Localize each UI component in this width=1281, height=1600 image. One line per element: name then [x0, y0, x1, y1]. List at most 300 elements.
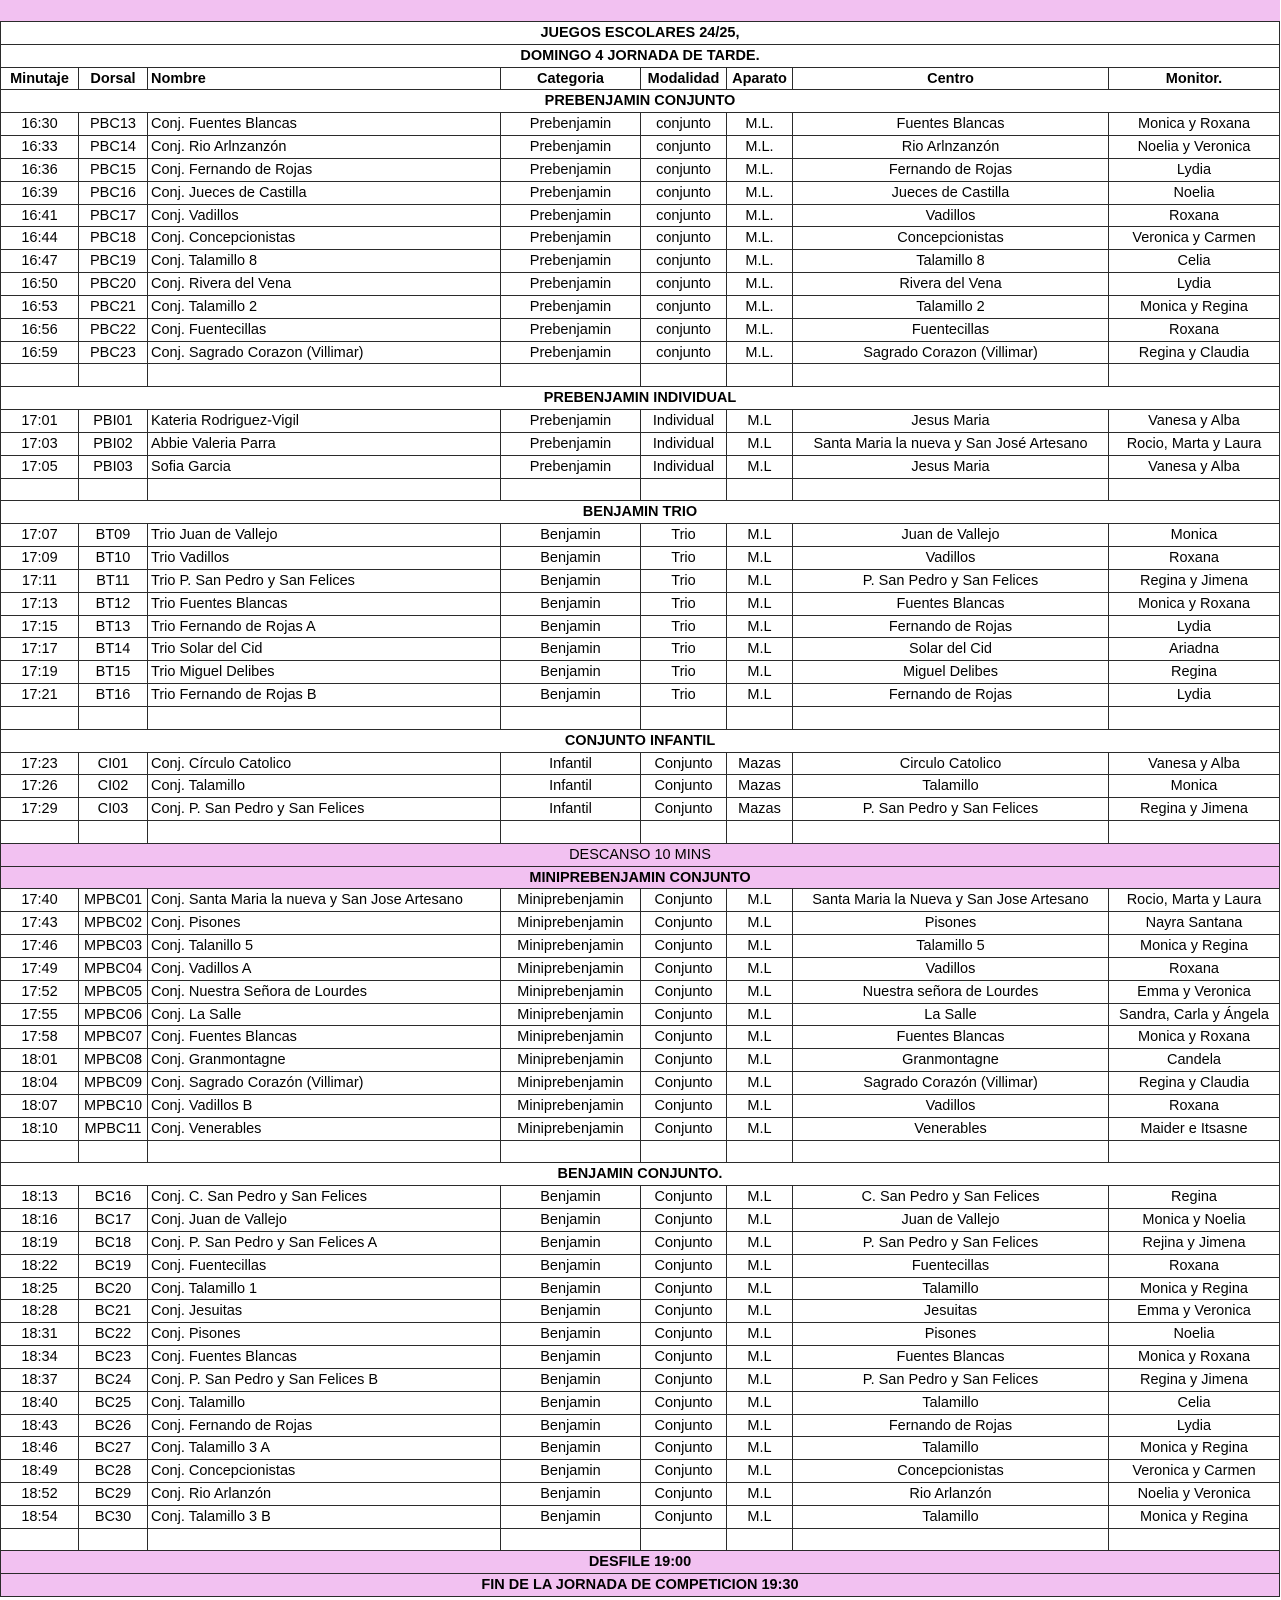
- table-row: [0, 1095, 1280, 1118]
- cell-categoria: Benjamin: [501, 1209, 641, 1231]
- cell-dorsal: BC17: [79, 1209, 148, 1231]
- cell-nombre: Conj. Vadillos: [148, 205, 501, 227]
- cell-centro: Jesuitas: [793, 1300, 1109, 1322]
- cell-modalidad: Conjunto: [641, 1369, 727, 1391]
- cell-minutaje: 16:36: [0, 159, 79, 181]
- cell-modalidad: Trio: [641, 661, 727, 683]
- banner-label: DESCANSO 10 MINS: [0, 844, 1280, 866]
- cell-minutaje: 16:50: [0, 273, 79, 295]
- cell-nombre: Sofia Garcia: [148, 456, 501, 478]
- cell-aparato: M.L: [727, 570, 793, 592]
- cell-monitor: Monica y Regina: [1109, 935, 1280, 957]
- cell-minutaje: [0, 707, 79, 729]
- cell-monitor: Noelia y Veronica: [1109, 136, 1280, 158]
- cell-aparato: M.L: [727, 1460, 793, 1482]
- cell-aparato: M.L: [727, 1369, 793, 1391]
- cell-dorsal: MPBC07: [79, 1026, 148, 1048]
- cell-monitor: [1109, 707, 1280, 729]
- table-row: [0, 433, 1280, 456]
- table-row: [0, 1483, 1280, 1506]
- cell-modalidad: conjunto: [641, 227, 727, 249]
- cell-monitor: Vanesa y Alba: [1109, 456, 1280, 478]
- cell-nombre: Kateria Rodriguez-Vigil: [148, 410, 501, 432]
- cell-modalidad: [641, 707, 727, 729]
- cell-centro: Rio Arlanzón: [793, 1483, 1109, 1505]
- table-row: [0, 661, 1280, 684]
- cell-dorsal: BC16: [79, 1186, 148, 1208]
- cell-monitor: Maider e Itsasne: [1109, 1118, 1280, 1140]
- table-row: [0, 342, 1280, 365]
- section-title: BENJAMIN TRIO: [0, 501, 1280, 523]
- cell-monitor: Monica y Regina: [1109, 296, 1280, 318]
- cell-nombre: Conj. Pisones: [148, 1323, 501, 1345]
- cell-modalidad: Conjunto: [641, 958, 727, 980]
- cell-aparato: M.L: [727, 433, 793, 455]
- cell-aparato: M.L: [727, 456, 793, 478]
- cell-monitor: [1109, 1141, 1280, 1163]
- cell-aparato: M.L: [727, 1026, 793, 1048]
- cell-modalidad: Conjunto: [641, 912, 727, 934]
- cell-dorsal: PBC22: [79, 319, 148, 341]
- cell-aparato: M.L: [727, 1209, 793, 1231]
- cell-categoria: [501, 821, 641, 843]
- cell-minutaje: 17:09: [0, 547, 79, 569]
- cell-minutaje: 18:01: [0, 1049, 79, 1071]
- banner-label: FIN DE LA JORNADA DE COMPETICION 19:30: [0, 1574, 1280, 1596]
- cell-dorsal: BC19: [79, 1255, 148, 1277]
- cell-minutaje: 17:26: [0, 775, 79, 797]
- section-header-row: [0, 1163, 1280, 1186]
- cell-monitor: Regina y Jimena: [1109, 798, 1280, 820]
- cell-modalidad: Conjunto: [641, 1232, 727, 1254]
- cell-centro: Granmontagne: [793, 1049, 1109, 1071]
- cell-aparato: M.L: [727, 912, 793, 934]
- cell-monitor: Monica y Roxana: [1109, 1346, 1280, 1368]
- table-row: [0, 1437, 1280, 1460]
- cell-monitor: Monica y Regina: [1109, 1506, 1280, 1528]
- cell-categoria: Miniprebenjamin: [501, 1072, 641, 1094]
- cell-centro: Fuentes Blancas: [793, 593, 1109, 615]
- header-aparato: Aparato: [727, 68, 793, 90]
- table-row: [0, 638, 1280, 661]
- cell-minutaje: 18:46: [0, 1437, 79, 1459]
- cell-monitor: Rocio, Marta y Laura: [1109, 433, 1280, 455]
- table-row: [0, 935, 1280, 958]
- cell-categoria: Benjamin: [501, 1415, 641, 1437]
- cell-centro: Vadillos: [793, 205, 1109, 227]
- cell-monitor: Sandra, Carla y Ángela: [1109, 1004, 1280, 1026]
- cell-nombre: Conj. Juan de Vallejo: [148, 1209, 501, 1231]
- cell-modalidad: Trio: [641, 616, 727, 638]
- cell-minutaje: 17:49: [0, 958, 79, 980]
- table-row: [0, 1004, 1280, 1027]
- table-row: [0, 113, 1280, 136]
- cell-modalidad: conjunto: [641, 159, 727, 181]
- cell-minutaje: 17:05: [0, 456, 79, 478]
- table-row: [0, 1506, 1280, 1529]
- cell-aparato: M.L: [727, 524, 793, 546]
- cell-minutaje: 18:16: [0, 1209, 79, 1231]
- cell-modalidad: Conjunto: [641, 889, 727, 911]
- cell-centro: Circulo Catolico: [793, 753, 1109, 775]
- cell-minutaje: 18:49: [0, 1460, 79, 1482]
- cell-minutaje: 17:46: [0, 935, 79, 957]
- cell-nombre: Conj. Talamillo: [148, 775, 501, 797]
- cell-modalidad: Conjunto: [641, 1186, 727, 1208]
- cell-centro: Jesus Maria: [793, 456, 1109, 478]
- cell-minutaje: 17:29: [0, 798, 79, 820]
- cell-minutaje: [0, 1141, 79, 1163]
- cell-categoria: [501, 1141, 641, 1163]
- cell-modalidad: conjunto: [641, 296, 727, 318]
- cell-categoria: Miniprebenjamin: [501, 935, 641, 957]
- cell-monitor: Roxana: [1109, 1255, 1280, 1277]
- cell-centro: Fernando de Rojas: [793, 684, 1109, 706]
- cell-minutaje: 17:19: [0, 661, 79, 683]
- cell-centro: Concepcionistas: [793, 227, 1109, 249]
- cell-modalidad: Individual: [641, 456, 727, 478]
- cell-minutaje: 18:54: [0, 1506, 79, 1528]
- cell-dorsal: [79, 1141, 148, 1163]
- cell-centro: Miguel Delibes: [793, 661, 1109, 683]
- cell-categoria: Prebenjamin: [501, 159, 641, 181]
- cell-nombre: Conj. P. San Pedro y San Felices: [148, 798, 501, 820]
- cell-monitor: Vanesa y Alba: [1109, 753, 1280, 775]
- cell-modalidad: conjunto: [641, 136, 727, 158]
- cell-aparato: M.L: [727, 1255, 793, 1277]
- cell-modalidad: [641, 1529, 727, 1551]
- table-row: [0, 775, 1280, 798]
- table-row: [0, 227, 1280, 250]
- cell-centro: Talamillo: [793, 1392, 1109, 1414]
- cell-minutaje: 18:04: [0, 1072, 79, 1094]
- table-row: [0, 1209, 1280, 1232]
- cell-centro: Talamillo: [793, 1506, 1109, 1528]
- cell-aparato: M.L: [727, 1072, 793, 1094]
- cell-minutaje: 18:52: [0, 1483, 79, 1505]
- table-row: [0, 1415, 1280, 1438]
- cell-nombre: [148, 1529, 501, 1551]
- table-row: [0, 273, 1280, 296]
- cell-minutaje: 17:43: [0, 912, 79, 934]
- cell-aparato: M.L.: [727, 342, 793, 364]
- cell-nombre: Conj. Talamillo 1: [148, 1278, 501, 1300]
- cell-centro: Fernando de Rojas: [793, 159, 1109, 181]
- cell-monitor: Regina: [1109, 1186, 1280, 1208]
- title-row-1: [0, 22, 1280, 45]
- cell-aparato: Mazas: [727, 775, 793, 797]
- cell-modalidad: Conjunto: [641, 1300, 727, 1322]
- cell-monitor: Roxana: [1109, 1095, 1280, 1117]
- cell-categoria: Benjamin: [501, 638, 641, 660]
- pink-banner-row: [0, 867, 1280, 890]
- cell-categoria: Prebenjamin: [501, 205, 641, 227]
- cell-categoria: Prebenjamin: [501, 319, 641, 341]
- cell-nombre: Conj. Fuentes Blancas: [148, 1026, 501, 1048]
- cell-dorsal: [79, 479, 148, 501]
- cell-aparato: M.L.: [727, 319, 793, 341]
- cell-categoria: Benjamin: [501, 524, 641, 546]
- cell-aparato: M.L.: [727, 250, 793, 272]
- section-title: CONJUNTO INFANTIL: [0, 730, 1280, 752]
- cell-monitor: Noelia y Veronica: [1109, 1483, 1280, 1505]
- cell-aparato: [727, 821, 793, 843]
- cell-monitor: Celia: [1109, 250, 1280, 272]
- section-header-row: [0, 90, 1280, 113]
- cell-minutaje: 18:43: [0, 1415, 79, 1437]
- cell-categoria: Prebenjamin: [501, 273, 641, 295]
- cell-categoria: Infantil: [501, 798, 641, 820]
- cell-nombre: Trio Fuentes Blancas: [148, 593, 501, 615]
- cell-dorsal: MPBC10: [79, 1095, 148, 1117]
- cell-dorsal: BC25: [79, 1392, 148, 1414]
- cell-aparato: [727, 1529, 793, 1551]
- cell-nombre: Conj. Talamillo 3 A: [148, 1437, 501, 1459]
- cell-nombre: Conj. Concepcionistas: [148, 227, 501, 249]
- cell-dorsal: BC24: [79, 1369, 148, 1391]
- cell-aparato: M.L: [727, 1437, 793, 1459]
- table-row: [0, 1049, 1280, 1072]
- cell-monitor: [1109, 1529, 1280, 1551]
- cell-aparato: [727, 707, 793, 729]
- cell-centro: Vadillos: [793, 547, 1109, 569]
- cell-dorsal: CI03: [79, 798, 148, 820]
- table-row: [0, 364, 1280, 387]
- cell-dorsal: MPBC06: [79, 1004, 148, 1026]
- cell-dorsal: BT13: [79, 616, 148, 638]
- cell-categoria: Benjamin: [501, 1483, 641, 1505]
- cell-nombre: Conj. Rivera del Vena: [148, 273, 501, 295]
- cell-nombre: Conj. La Salle: [148, 1004, 501, 1026]
- pink-banner-row: [0, 1574, 1280, 1597]
- cell-nombre: Trio P. San Pedro y San Felices: [148, 570, 501, 592]
- cell-nombre: Conj. P. San Pedro y San Felices B: [148, 1369, 501, 1391]
- cell-nombre: Conj. P. San Pedro y San Felices A: [148, 1232, 501, 1254]
- cell-aparato: M.L: [727, 1483, 793, 1505]
- cell-modalidad: conjunto: [641, 319, 727, 341]
- cell-dorsal: BC30: [79, 1506, 148, 1528]
- cell-aparato: M.L: [727, 889, 793, 911]
- cell-aparato: M.L: [727, 1346, 793, 1368]
- header-categoria: Categoria: [501, 68, 641, 90]
- cell-nombre: Conj. Fuentecillas: [148, 319, 501, 341]
- cell-centro: [793, 479, 1109, 501]
- banner-label: MINIPREBENJAMIN CONJUNTO: [0, 867, 1280, 889]
- cell-dorsal: PBC16: [79, 182, 148, 204]
- cell-nombre: Conj. Sagrado Corazon (Villimar): [148, 342, 501, 364]
- cell-monitor: Roxana: [1109, 205, 1280, 227]
- cell-minutaje: [0, 364, 79, 386]
- cell-categoria: Prebenjamin: [501, 456, 641, 478]
- cell-aparato: M.L.: [727, 205, 793, 227]
- cell-categoria: Benjamin: [501, 1506, 641, 1528]
- table-row: [0, 616, 1280, 639]
- cell-aparato: [727, 479, 793, 501]
- cell-categoria: Prebenjamin: [501, 342, 641, 364]
- cell-minutaje: 18:22: [0, 1255, 79, 1277]
- cell-categoria: Prebenjamin: [501, 182, 641, 204]
- header-minutaje: Minutaje: [0, 68, 79, 90]
- cell-monitor: Emma y Veronica: [1109, 981, 1280, 1003]
- table-row: [0, 1141, 1280, 1164]
- cell-aparato: M.L.: [727, 182, 793, 204]
- cell-centro: [793, 364, 1109, 386]
- cell-centro: Concepcionistas: [793, 1460, 1109, 1482]
- cell-centro: Rivera del Vena: [793, 273, 1109, 295]
- cell-dorsal: BT12: [79, 593, 148, 615]
- cell-aparato: M.L: [727, 547, 793, 569]
- table-row: [0, 479, 1280, 502]
- cell-modalidad: [641, 821, 727, 843]
- cell-modalidad: Conjunto: [641, 753, 727, 775]
- cell-dorsal: PBI03: [79, 456, 148, 478]
- pink-banner-row: [0, 1551, 1280, 1574]
- cell-monitor: Monica y Regina: [1109, 1278, 1280, 1300]
- cell-dorsal: [79, 821, 148, 843]
- table-row: [0, 753, 1280, 776]
- cell-modalidad: conjunto: [641, 250, 727, 272]
- cell-centro: Vadillos: [793, 958, 1109, 980]
- cell-nombre: Conj. Vadillos B: [148, 1095, 501, 1117]
- cell-dorsal: CI02: [79, 775, 148, 797]
- cell-dorsal: BT10: [79, 547, 148, 569]
- cell-monitor: Ariadna: [1109, 638, 1280, 660]
- cell-centro: Vadillos: [793, 1095, 1109, 1117]
- cell-dorsal: BC22: [79, 1323, 148, 1345]
- cell-monitor: Candela: [1109, 1049, 1280, 1071]
- cell-centro: [793, 707, 1109, 729]
- cell-centro: P. San Pedro y San Felices: [793, 798, 1109, 820]
- cell-centro: Jueces de Castilla: [793, 182, 1109, 204]
- cell-minutaje: [0, 1529, 79, 1551]
- cell-dorsal: BT11: [79, 570, 148, 592]
- cell-dorsal: MPBC08: [79, 1049, 148, 1071]
- cell-monitor: Rejina y Jimena: [1109, 1232, 1280, 1254]
- table-row: [0, 981, 1280, 1004]
- cell-dorsal: PBC14: [79, 136, 148, 158]
- cell-modalidad: Trio: [641, 547, 727, 569]
- cell-monitor: Lydia: [1109, 159, 1280, 181]
- cell-centro: Sagrado Corazon (Villimar): [793, 342, 1109, 364]
- cell-centro: [793, 821, 1109, 843]
- schedule-body: [0, 90, 1280, 1597]
- cell-categoria: Benjamin: [501, 1392, 641, 1414]
- cell-dorsal: PBC15: [79, 159, 148, 181]
- cell-aparato: M.L.: [727, 113, 793, 135]
- cell-monitor: Nayra Santana: [1109, 912, 1280, 934]
- cell-minutaje: 18:10: [0, 1118, 79, 1140]
- cell-nombre: [148, 364, 501, 386]
- cell-dorsal: BC18: [79, 1232, 148, 1254]
- cell-monitor: Monica: [1109, 775, 1280, 797]
- section-header-row: [0, 501, 1280, 524]
- cell-modalidad: Conjunto: [641, 1437, 727, 1459]
- cell-centro: Pisones: [793, 1323, 1109, 1345]
- cell-centro: Nuestra señora de Lourdes: [793, 981, 1109, 1003]
- cell-aparato: M.L.: [727, 273, 793, 295]
- table-row: [0, 1392, 1280, 1415]
- cell-modalidad: Conjunto: [641, 1415, 727, 1437]
- cell-monitor: [1109, 479, 1280, 501]
- table-row: [0, 250, 1280, 273]
- table-row: [0, 707, 1280, 730]
- table-row: [0, 958, 1280, 981]
- table-row: [0, 798, 1280, 821]
- cell-dorsal: [79, 707, 148, 729]
- cell-minutaje: 16:39: [0, 182, 79, 204]
- cell-nombre: Conj. Talamillo 3 B: [148, 1506, 501, 1528]
- cell-nombre: Conj. Vadillos A: [148, 958, 501, 980]
- cell-nombre: Trio Fernando de Rojas B: [148, 684, 501, 706]
- cell-nombre: Trio Vadillos: [148, 547, 501, 569]
- cell-nombre: Trio Fernando de Rojas A: [148, 616, 501, 638]
- cell-minutaje: 18:40: [0, 1392, 79, 1414]
- cell-modalidad: Trio: [641, 570, 727, 592]
- cell-nombre: Conj. Pisones: [148, 912, 501, 934]
- cell-dorsal: PBC21: [79, 296, 148, 318]
- cell-centro: Talamillo: [793, 1437, 1109, 1459]
- cell-dorsal: BC26: [79, 1415, 148, 1437]
- cell-categoria: Miniprebenjamin: [501, 1026, 641, 1048]
- cell-modalidad: Conjunto: [641, 981, 727, 1003]
- cell-centro: Fuentes Blancas: [793, 1346, 1109, 1368]
- cell-monitor: Monica: [1109, 524, 1280, 546]
- table-row: [0, 821, 1280, 844]
- cell-minutaje: 17:15: [0, 616, 79, 638]
- cell-monitor: Celia: [1109, 1392, 1280, 1414]
- cell-modalidad: Conjunto: [641, 1346, 727, 1368]
- banner-label: DESFILE 19:00: [0, 1551, 1280, 1573]
- cell-minutaje: 17:13: [0, 593, 79, 615]
- cell-dorsal: MPBC03: [79, 935, 148, 957]
- cell-monitor: Noelia: [1109, 182, 1280, 204]
- header-monitor: Monitor.: [1109, 68, 1280, 90]
- table-row: [0, 1346, 1280, 1369]
- top-pink-bar: [0, 0, 1280, 22]
- cell-categoria: Benjamin: [501, 1346, 641, 1368]
- cell-aparato: M.L: [727, 1232, 793, 1254]
- cell-modalidad: Individual: [641, 433, 727, 455]
- cell-categoria: Benjamin: [501, 1232, 641, 1254]
- cell-dorsal: MPBC01: [79, 889, 148, 911]
- cell-centro: Juan de Vallejo: [793, 1209, 1109, 1231]
- cell-centro: [793, 1529, 1109, 1551]
- cell-categoria: Prebenjamin: [501, 136, 641, 158]
- cell-aparato: M.L: [727, 1278, 793, 1300]
- cell-nombre: Abbie Valeria Parra: [148, 433, 501, 455]
- cell-monitor: Monica y Roxana: [1109, 593, 1280, 615]
- table-row: [0, 319, 1280, 342]
- cell-aparato: M.L: [727, 684, 793, 706]
- cell-centro: Pisones: [793, 912, 1109, 934]
- cell-modalidad: Conjunto: [641, 1460, 727, 1482]
- cell-centro: Fuentes Blancas: [793, 113, 1109, 135]
- cell-monitor: Noelia: [1109, 1323, 1280, 1345]
- cell-aparato: M.L: [727, 1118, 793, 1140]
- cell-monitor: Regina y Claudia: [1109, 1072, 1280, 1094]
- cell-dorsal: BT15: [79, 661, 148, 683]
- cell-categoria: Benjamin: [501, 1460, 641, 1482]
- cell-categoria: [501, 479, 641, 501]
- table-row: [0, 1460, 1280, 1483]
- cell-aparato: M.L: [727, 958, 793, 980]
- cell-categoria: Infantil: [501, 775, 641, 797]
- cell-dorsal: BC27: [79, 1437, 148, 1459]
- cell-dorsal: PBC13: [79, 113, 148, 135]
- pink-banner-row: [0, 844, 1280, 867]
- cell-centro: [793, 1141, 1109, 1163]
- cell-categoria: Benjamin: [501, 1369, 641, 1391]
